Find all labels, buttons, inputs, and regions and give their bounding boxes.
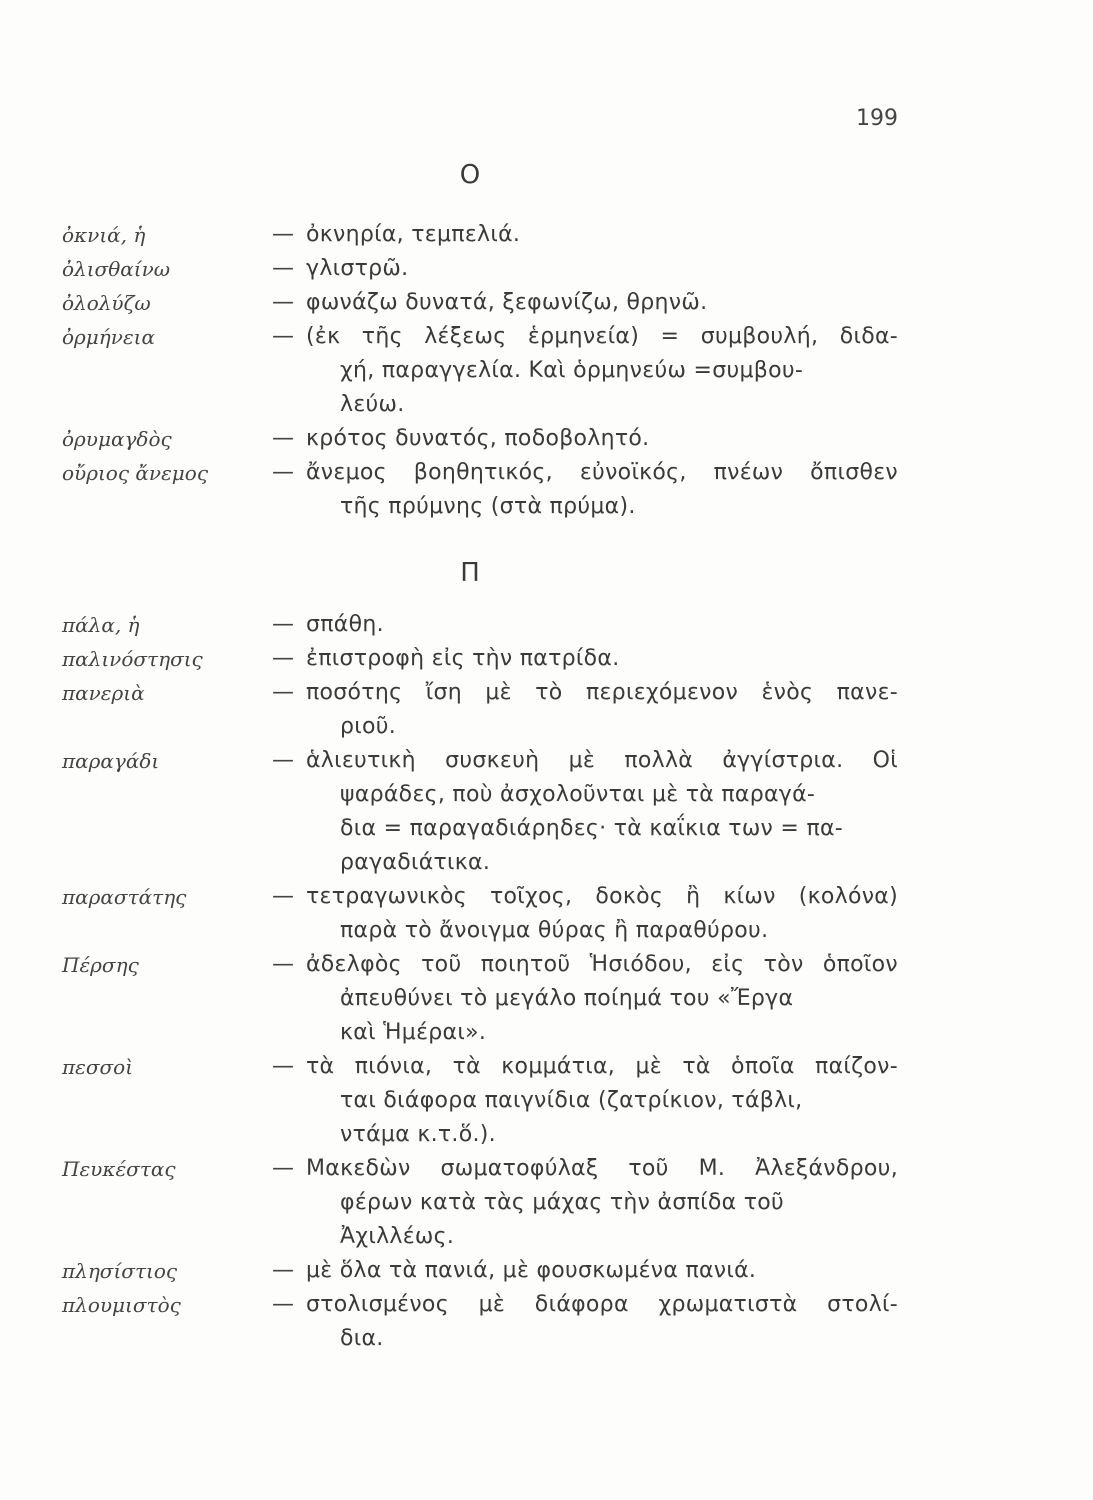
definition-line: παρὰ τὸ ἄνοιγμα θύρας ἢ παραθύρου. <box>340 918 769 943</box>
definition-line: χή, παραγγελία. Καὶ ὁρμηνεύω =συμβου- <box>340 358 804 383</box>
definition-line: ποσότης ἴση μὲ τὸ περιεχόμενον ἑνὸς πανε- <box>306 680 898 705</box>
entry-dash: — <box>272 1292 294 1317</box>
definition-line: τὰ πιόνια, τὰ κομμάτια, μὲ τὰ ὁποῖα παίζον- <box>306 1054 898 1079</box>
entry-term: ὀλισθαίνω <box>62 257 171 281</box>
definition-line: στολισμένος μὲ διάφορα χρωματιστὰ στολί- <box>306 1292 898 1317</box>
definition-line: (ἐκ τῆς λέξεως ἑρμηνεία) = συμβουλή, διδα- <box>306 324 898 349</box>
entry-term: πλησίστιος <box>62 1259 178 1283</box>
entry-definition <box>306 948 898 1050</box>
entry-dash: — <box>272 680 294 705</box>
entry-definition <box>306 608 898 642</box>
definition-line: δια. <box>340 1326 384 1351</box>
entry-definition <box>306 880 898 948</box>
entry-term: ὀλολύζω <box>62 291 151 315</box>
entry-definition <box>306 320 898 422</box>
definition-line: λεύω. <box>340 392 405 417</box>
definition-line: ραγαδιάτικα. <box>340 850 491 875</box>
definition-line: ται διάφορα παιγνίδια (ζατρίκιον, τάβλι, <box>340 1088 803 1113</box>
entry-dash: — <box>272 1258 294 1283</box>
definition-line: Ἀχιλλέως. <box>340 1224 455 1249</box>
entry-definition <box>306 218 898 252</box>
entry-dash: — <box>272 256 294 281</box>
definition-line: ἀδελφὸς τοῦ ποιητοῦ Ἡσιόδου, εἰς τὸν ὁποῖον <box>306 952 898 977</box>
entry-term: πεσσοὶ <box>62 1055 134 1079</box>
definition-line: ριοῦ. <box>340 714 397 739</box>
definition-line: φέρων κατὰ τὰς μάχας τὴν ἀσπίδα τοῦ <box>340 1190 785 1215</box>
definition-line: ἄνεμος βοηθητικός, εὐνοϊκός, πνέων ὄπισθεν <box>306 460 898 485</box>
definition-line: γλιστρῶ. <box>306 256 409 281</box>
entry-definition <box>306 422 898 456</box>
entry-term: Πευκέστας <box>62 1157 176 1181</box>
entry-dash: — <box>272 612 294 637</box>
entry-dash: — <box>272 290 294 315</box>
definition-line: φωνάζω δυνατά, ξεφωνίζω, θρηνῶ. <box>306 290 708 315</box>
entry-dash: — <box>272 1054 294 1079</box>
entry-dash: — <box>272 952 294 977</box>
definition-line: ψαράδες, ποὺ ἀσχολοῦνται μὲ τὰ παραγά- <box>340 782 816 807</box>
entry-dash: — <box>272 748 294 773</box>
entry-term: ὀρυμαγδὸς <box>62 427 172 451</box>
page-number: 199 <box>856 106 898 131</box>
definition-line: ἀπευθύνει τὸ μεγάλο ποίημά του «Ἔργα <box>340 986 794 1011</box>
section-letter-pi: Π <box>460 558 480 588</box>
definition-line: μὲ ὅλα τὰ πανιά, μὲ φουσκωμένα πανιά. <box>306 1258 757 1283</box>
entry-term: πλουμιστὸς <box>62 1293 181 1317</box>
entry-term: πάλα, ἡ <box>62 613 140 637</box>
entry-dash: — <box>272 426 294 451</box>
section-letter-omicron: Ο <box>459 160 481 190</box>
definition-line: τῆς πρύμνης (στὰ πρύμα). <box>340 494 636 519</box>
entry-definition <box>306 1254 898 1288</box>
entry-term: παραστάτης <box>62 885 187 909</box>
entry-definition <box>306 1288 898 1356</box>
entry-term: οὔριος ἄνεμος <box>62 461 209 485</box>
definition-line: τετραγωνικὸς τοῖχος, δοκὸς ἢ κίων (κολόνα) <box>306 884 898 909</box>
entry-term: παλινόστησις <box>62 647 203 671</box>
entry-definition <box>306 744 898 880</box>
definition-line: ὀκνηρία, τεμπελιά. <box>306 222 521 247</box>
entry-term: παραγάδι <box>62 749 160 773</box>
definition-line: σπάθη. <box>306 612 384 637</box>
entry-dash: — <box>272 460 294 485</box>
entry-definition <box>306 1050 898 1152</box>
definition-line: καὶ Ἡμέραι». <box>340 1020 487 1045</box>
entry-term: Πέρσης <box>62 953 139 977</box>
definition-line: ἁλιευτικὴ συσκευὴ μὲ πολλὰ ἀγγίστρια. Οἱ <box>306 748 898 773</box>
entry-definition <box>306 1152 898 1254</box>
entry-dash: — <box>272 884 294 909</box>
entry-term: ὀκνιά, ἡ <box>62 223 146 247</box>
entry-definition <box>306 286 898 320</box>
definition-line: ἐπιστροφὴ εἰς τὴν πατρίδα. <box>306 646 620 671</box>
definition-line: δια = παραγαδιάρηδες· τὰ καΐκια των = πα- <box>340 816 844 841</box>
definition-line: Μακεδὼν σωματοφύλαξ τοῦ Μ. Ἀλεξάνδρου, <box>306 1156 898 1181</box>
entry-definition <box>306 252 898 286</box>
entry-dash: — <box>272 324 294 349</box>
entry-term: ὀρμήνεια <box>62 325 156 349</box>
entry-definition <box>306 456 898 524</box>
entry-dash: — <box>272 646 294 671</box>
entry-dash: — <box>272 222 294 247</box>
definition-line: κρότος δυνατός, ποδοβολητό. <box>306 426 650 451</box>
definition-line: ντάμα κ.τ.ὅ.). <box>340 1122 496 1147</box>
entry-dash: — <box>272 1156 294 1181</box>
entry-term: πανεριὰ <box>62 681 145 705</box>
entry-definition <box>306 642 898 676</box>
entry-definition <box>306 676 898 744</box>
